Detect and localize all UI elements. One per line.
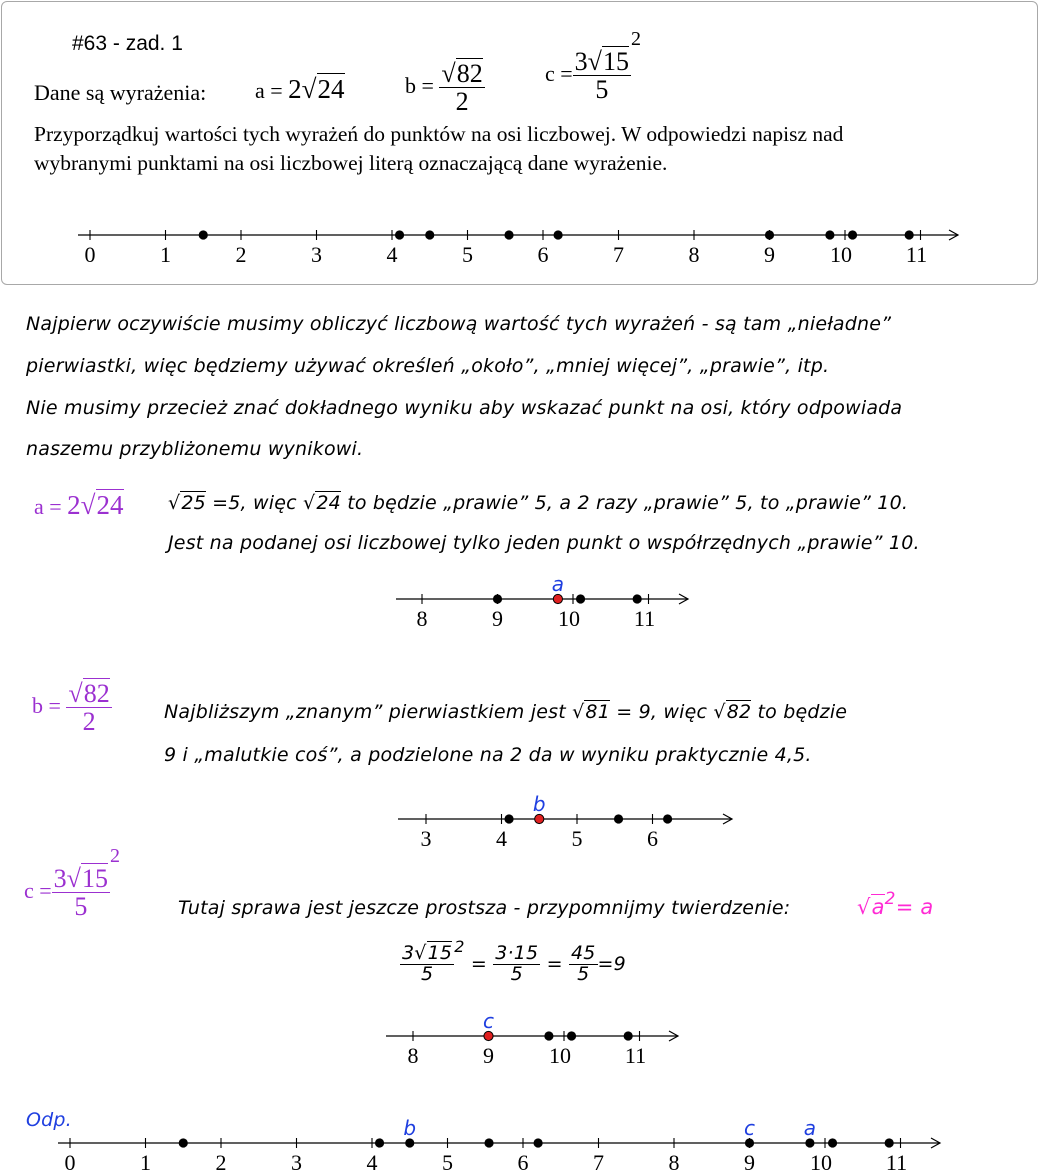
tick-label-11: 11 — [624, 1043, 647, 1068]
part-a-radical-24: 24 — [316, 492, 341, 514]
tick-label-8: 8 — [416, 606, 428, 631]
a-coef: 2 — [288, 74, 302, 104]
intro-line-1: Najpierw oczywiście musimy obliczyć liczbową wartość tych wyrażeń - są tam „nieładne” — [26, 313, 892, 335]
point-letter-b: b — [532, 792, 546, 816]
task-number: #63 - zad. 1 — [72, 32, 183, 55]
axis-point — [663, 814, 672, 823]
part-c-line-1: Tutaj sprawa jest jeszcze prostsza - przypomnijmy twierdzenie: — [178, 897, 791, 919]
tick-label-0: 0 — [84, 242, 96, 267]
point-letter-c: c — [744, 1116, 755, 1140]
axis-point — [179, 1138, 188, 1147]
axis-point — [493, 594, 502, 603]
axis-point — [567, 1031, 576, 1040]
axis-answer — [58, 1116, 940, 1171]
tick-label-10: 10 — [549, 1043, 571, 1068]
instruction-line-1: Przyporządkuj wartości tych wyrażeń do punktów na osi liczbowej. W odpowiedzi napisz nad — [34, 122, 844, 146]
axis-point — [825, 230, 834, 239]
tick-label-10: 10 — [810, 1150, 832, 1171]
axis-point — [484, 1138, 493, 1147]
b-radicand: 82 — [456, 59, 483, 88]
part-b-line-1: Najbliższym „znanym” pierwiastkiem jest √81 = 9, więc √82 to będzie — [164, 701, 848, 723]
axis-point — [633, 594, 642, 603]
tick-label-2: 2 — [235, 242, 247, 267]
tick-label-5: 5 — [442, 1150, 453, 1171]
axis-point — [425, 230, 434, 239]
part-a-expression: a = 2√24 — [34, 490, 124, 520]
axis-point — [614, 814, 623, 823]
intro-line-3: Nie musimy przecież znać dokładnego wyniku aby wskazać punkt na osi, który odpowiada — [26, 397, 903, 419]
point-letter-a: a — [551, 572, 565, 596]
axis-point — [885, 1138, 894, 1147]
intro-line-2: pierwiastki, więc będziemy używać określeń „około”, „mniej więcej”, „prawie”, itp. — [26, 355, 830, 377]
tick-label-11: 11 — [905, 242, 928, 267]
intro-line-4: naszemu przybliżonemu wynikowi. — [26, 438, 364, 460]
axis-point — [765, 230, 774, 239]
tick-label-8: 8 — [668, 1150, 680, 1171]
axis-point — [905, 230, 914, 239]
tick-label-5: 5 — [462, 242, 473, 267]
tick-label-9: 9 — [744, 1150, 755, 1171]
axis-part-a — [396, 572, 688, 631]
part-c-expression: c = $\frac{3√15}{5}$ 2 — [24, 844, 120, 922]
tick-label-3: 3 — [291, 1150, 302, 1171]
tick-label-0: 0 — [64, 1150, 76, 1171]
tick-label-1: 1 — [140, 1150, 151, 1171]
part-b-line-2: 9 i „malutkie coś”, a podzielone na 2 da w wyniku praktycznie 4,5. — [164, 744, 812, 766]
part-b-expression: b = $\frac{√82}{2}$ — [32, 679, 110, 737]
tick-label-8: 8 — [407, 1043, 419, 1068]
part-a-radical-25: 25 — [181, 492, 206, 514]
axis-point — [534, 1138, 543, 1147]
axis-point — [199, 230, 208, 239]
axis-part-b — [398, 792, 732, 851]
point-letter-b: b — [403, 1116, 417, 1140]
tick-label-4: 4 — [386, 242, 398, 267]
c-fraction: $\frac{3√15}{5}$ — [574, 47, 629, 105]
axis-main — [78, 230, 958, 267]
tick-label-10: 10 — [558, 606, 580, 631]
tick-label-5: 5 — [571, 826, 583, 851]
axis-point — [544, 1031, 553, 1040]
tick-label-10: 10 — [830, 242, 852, 267]
tick-label-8: 8 — [688, 242, 700, 267]
tick-label-4: 4 — [366, 1150, 378, 1171]
tick-label-6: 6 — [517, 1150, 529, 1171]
part-a-line-1: √25 =5, więc √24 to będzie „prawie” 5, a 2 razy „prawie” 5, to „prawie” 10. — [168, 492, 909, 514]
given-label: Dane są wyrażenia: — [34, 80, 207, 105]
part-a-line-2: Jest na podanej osi liczbowej tylko jeden punkt o współrzędnych „prawie” 10. — [168, 532, 920, 554]
tick-label-9: 9 — [483, 1043, 494, 1068]
axis-point — [624, 1031, 633, 1040]
a-radicand: 24 — [317, 74, 345, 104]
a-label: a = — [255, 78, 283, 103]
point-letter-c: c — [483, 1009, 494, 1033]
tick-label-11: 11 — [633, 606, 656, 631]
tick-label-1: 1 — [160, 242, 171, 267]
expression-a: a = 2√24 — [255, 74, 345, 104]
axis-point — [848, 230, 857, 239]
axis-part-c — [386, 1009, 678, 1068]
tick-label-9: 9 — [492, 606, 503, 631]
axis-point — [395, 230, 404, 239]
axis-point — [554, 230, 563, 239]
tick-label-4: 4 — [496, 826, 507, 851]
tick-label-3: 3 — [420, 826, 432, 851]
c-label: c = — [545, 60, 573, 86]
b-label: b = — [405, 72, 434, 98]
tick-label-6: 6 — [537, 242, 549, 267]
c-exponent: 2 — [630, 27, 641, 50]
point-letter-a: a — [803, 1116, 817, 1140]
part-c-calculation: $\frac{3√15}{5}$ $^2$ = $\frac{3\cdot 15}{5}$ = $\frac{45}{5}$ =9 — [402, 936, 626, 985]
axis-point — [828, 1138, 837, 1147]
axis-point — [504, 814, 513, 823]
tick-label-3: 3 — [311, 242, 322, 267]
b-den: 2 — [455, 87, 469, 117]
tick-label-7: 7 — [593, 1150, 604, 1171]
axis-point — [375, 1138, 384, 1147]
b-fraction: $\frac{√82}{2}$ — [441, 59, 483, 117]
tick-label-2: 2 — [215, 1150, 227, 1171]
tick-label-11: 11 — [885, 1150, 908, 1171]
tick-label-7: 7 — [613, 242, 624, 267]
instruction-line-2: wybranymi punktami na osi liczbowej literą oznaczającą dane wyrażenie. — [34, 151, 668, 175]
axis-point — [576, 594, 585, 603]
tick-label-6: 6 — [647, 826, 658, 851]
theorem: $√a^2= a$ — [857, 889, 934, 919]
axis-point — [504, 230, 513, 239]
tick-label-9: 9 — [764, 242, 775, 267]
answer-label: Odp. — [26, 1109, 72, 1131]
